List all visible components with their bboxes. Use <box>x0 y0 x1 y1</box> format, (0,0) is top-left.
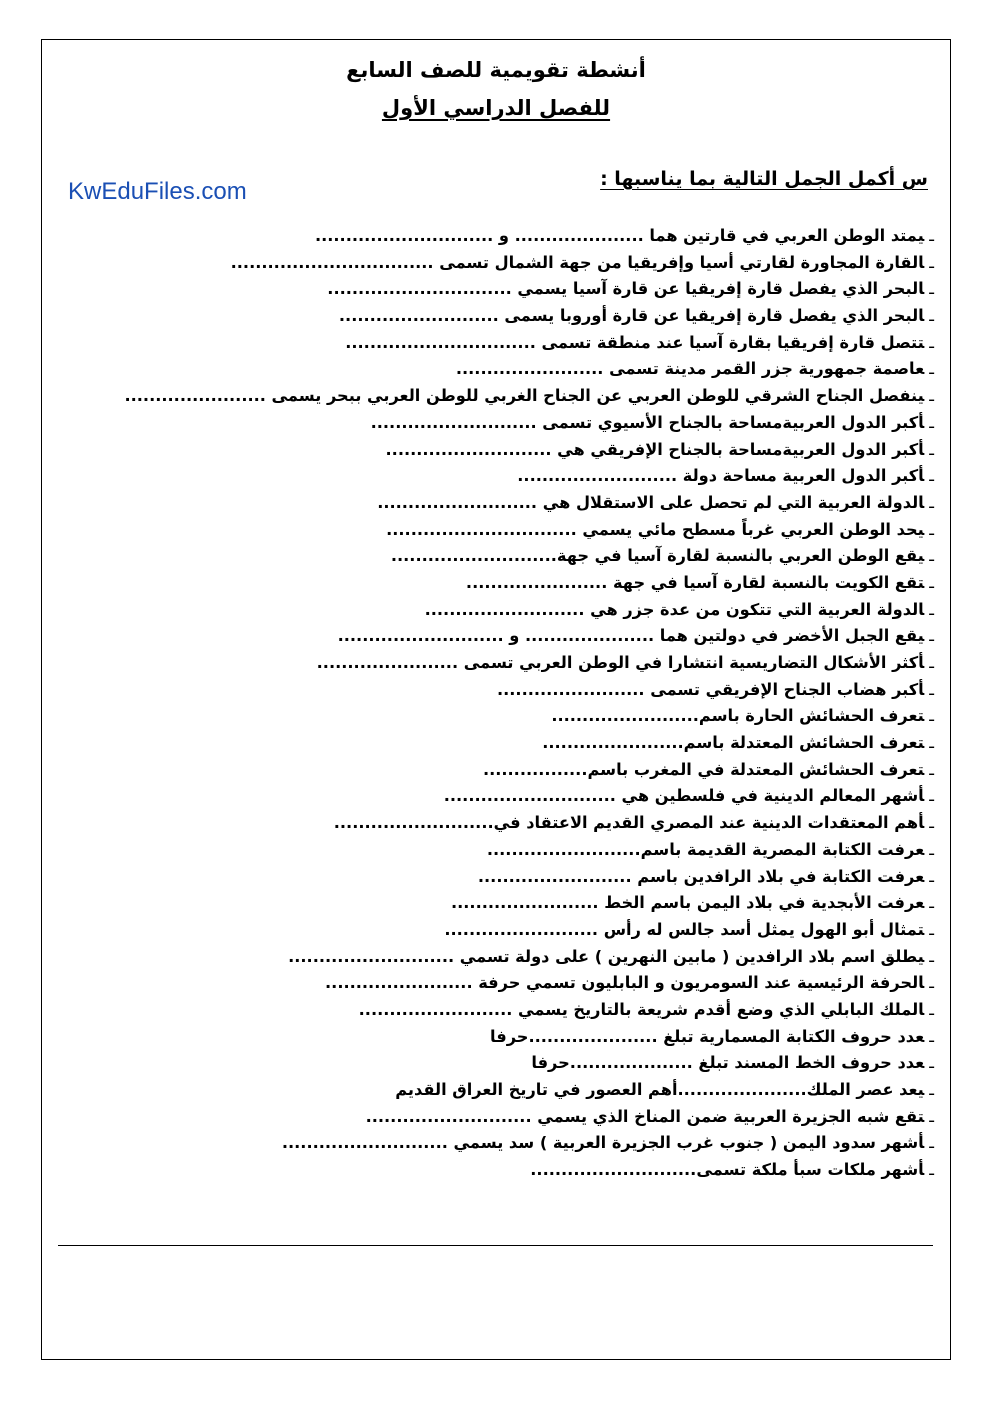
bullet-dash: ـ <box>929 226 934 245</box>
list-item <box>114 597 934 624</box>
list-item <box>114 1104 934 1131</box>
list-item <box>114 223 934 250</box>
list-item <box>114 330 934 357</box>
bullet-dash: ـ <box>929 1106 934 1126</box>
item-text: عاصمة جمهورية جزر القمر مدينة تسمى ........................ <box>455 359 925 379</box>
item-text: يقع الوطن العربي بالنسبة لقارة آسيا في جهة........................... <box>390 546 925 566</box>
question-list <box>114 223 934 1184</box>
list-item <box>114 997 934 1024</box>
item-text: البحر الذي يفصل قارة إفريقيا عن قارة أوروبا يسمى .......................... <box>338 306 925 326</box>
bullet-dash: ـ <box>929 412 934 432</box>
list-item <box>114 837 934 864</box>
page-title: أنشطة تقويمية للصف السابع <box>346 58 646 82</box>
bullet-dash: ـ <box>929 893 934 913</box>
bullet-dash: ـ <box>929 1080 934 1099</box>
item-text: تعرف الحشائش المعتدلة باسم....................... <box>542 733 925 753</box>
bullet-dash: ـ <box>929 546 934 566</box>
bullet-dash: ـ <box>929 919 934 939</box>
bullet-dash: ـ <box>929 359 934 379</box>
bullet-dash: ـ <box>929 386 934 406</box>
bullet-dash: ـ <box>929 706 934 726</box>
item-text: الدولة العربية التي تتكون من عدة جزر هي .......................... <box>424 599 925 619</box>
item-text: يعد عصر الملك.....................أهم العصور في تاريخ العراق القديم <box>395 1080 925 1099</box>
item-text: عرفت الأبجدية في بلاد اليمن باسم الخط ........................ <box>450 893 925 913</box>
bullet-dash: ـ <box>929 439 934 459</box>
item-text: أشهر المعالم الدينية في فلسطين هي ............................ <box>443 786 925 806</box>
item-text: تمثال أبو الهول يمثل أسد جالس له رأس ......................... <box>444 919 925 939</box>
item-text: يقع الجبل الأخضر في دولتين هما ..................... و ........................... <box>337 626 925 646</box>
item-text: تعرف الحشائش الحارة باسم........................ <box>551 706 925 726</box>
item-text: الملك البابلي الذي وضع أقدم شريعة بالتاريخ يسمي ......................... <box>358 999 925 1019</box>
bullet-dash: ـ <box>929 679 934 699</box>
bullet-dash: ـ <box>929 786 934 806</box>
bullet-dash: ـ <box>929 866 934 886</box>
list-item <box>114 623 934 650</box>
list-item <box>114 410 934 437</box>
list-item <box>114 917 934 944</box>
list-item <box>114 864 934 891</box>
list-item <box>114 543 934 570</box>
item-text: عدد حروف الخط المسند تبلغ ....................حرفا <box>531 1053 925 1073</box>
list-item <box>114 810 934 837</box>
list-item <box>114 1050 934 1077</box>
bullet-dash: ـ <box>929 332 934 352</box>
list-item <box>114 703 934 730</box>
item-text: يمتد الوطن العربي في قارتين هما ..................... و ............................. <box>314 226 925 245</box>
item-text: أهم المعتقدات الدينية عند المصري القديم الاعتقاد في.......................... <box>333 813 925 833</box>
bullet-dash: ـ <box>929 813 934 833</box>
bullet-dash: ـ <box>929 519 934 539</box>
bullet-dash: ـ <box>929 466 934 486</box>
item-text: عرفت الكتابة في بلاد الرافدين باسم ......................... <box>477 866 925 886</box>
list-item <box>114 356 934 383</box>
item-text: أكبر الدول العربية مساحة دولة .......................... <box>517 466 925 486</box>
item-text: أشهر سدود اليمن ( جنوب غرب الجزيرة العربية ) سد يسمي ........................... <box>281 1133 925 1153</box>
list-item <box>114 1157 934 1184</box>
bullet-dash: ـ <box>929 1053 934 1073</box>
list-item <box>114 783 934 810</box>
item-text: أشهر ملكات سبأ ملكة تسمى........................... <box>530 1160 925 1180</box>
bullet-dash: ـ <box>929 1133 934 1153</box>
item-text: أكبر هضاب الجناح الإفريقي تسمى ........................ <box>496 679 925 699</box>
bullet-dash: ـ <box>929 572 934 592</box>
list-item <box>114 757 934 784</box>
page-subtitle: للفصل الدراسي الأول <box>381 96 611 120</box>
bullet-dash: ـ <box>929 946 934 966</box>
item-text: ينفصل الجناح الشرقي للوطن العربي عن الجناح الغربي للوطن العربي ببحر يسمى ....................... <box>124 386 925 406</box>
bottom-divider <box>58 1245 933 1246</box>
item-text: عرفت الكتابة المصرية القديمة باسم......................... <box>486 839 925 859</box>
item-text: عدد حروف الكتابة المسمارية تبلغ .....................حرفا <box>490 1026 925 1046</box>
item-text: تتصل قارة إفريقيا بقارة آسيا عند منطقة تسمى ............................... <box>345 332 925 352</box>
bullet-dash: ـ <box>929 1026 934 1046</box>
item-text: أكبر الدول العربيةمساحة بالجناح الإفريقي هي ........................... <box>385 439 925 459</box>
bullet-dash: ـ <box>929 653 934 672</box>
bullet-dash: ـ <box>929 626 934 646</box>
bullet-dash: ـ <box>929 1160 934 1180</box>
item-text: تقع الكويت بالنسبة لقارة آسيا في جهة ....................... <box>465 572 925 592</box>
item-text: أكبر الدول العربيةمساحة بالجناح الأسيوي تسمى ........................... <box>370 412 925 432</box>
item-text: الحرفة الرئيسية عند السومريون و البابليون تسمي حرفة ........................ <box>325 973 925 993</box>
list-item <box>114 437 934 464</box>
list-item <box>114 570 934 597</box>
list-item <box>114 730 934 757</box>
item-text: الدولة العربية التي لم تحصل على الاستقلال هي .......................... <box>377 492 925 512</box>
bullet-dash: ـ <box>929 999 934 1019</box>
list-item <box>114 1024 934 1051</box>
item-text: القارة المجاورة لقارتي أسيا وإفريقيا من جهة الشمال تسمى ................................. <box>230 252 925 272</box>
bullet-dash: ـ <box>929 492 934 512</box>
list-item <box>114 276 934 303</box>
question-heading: س أكمل الجمل التالية بما يناسبها : <box>600 168 928 190</box>
item-text: تقع شبه الجزيرة العربية ضمن المناخ الذي يسمي ........................... <box>365 1106 925 1126</box>
list-item <box>114 383 934 410</box>
list-item <box>114 650 934 677</box>
list-item <box>114 890 934 917</box>
watermark: KwEduFiles.com <box>68 178 247 205</box>
bullet-dash: ـ <box>929 733 934 753</box>
item-text: أكثر الأشكال التضاريسية انتشارا في الوطن العربي تسمى ....................... <box>316 653 925 672</box>
list-item <box>114 250 934 277</box>
list-item <box>114 517 934 544</box>
list-item <box>114 970 934 997</box>
bullet-dash: ـ <box>929 599 934 619</box>
bullet-dash: ـ <box>929 759 934 779</box>
bullet-dash: ـ <box>929 973 934 993</box>
list-item <box>114 463 934 490</box>
bullet-dash: ـ <box>929 279 934 299</box>
bullet-dash: ـ <box>929 839 934 859</box>
item-text: البحر الذي يفصل قارة إفريقيا عن قارة آسيا يسمي .............................. <box>327 279 925 299</box>
item-text: يحد الوطن العربي غرباً مسطح مائي يسمي ............................... <box>386 519 925 539</box>
bullet-dash: ـ <box>929 252 934 272</box>
item-text: تعرف الحشائش المعتدلة في المغرب باسم................. <box>482 759 925 779</box>
list-item <box>114 944 934 971</box>
bullet-dash: ـ <box>929 306 934 326</box>
list-item <box>114 1077 934 1104</box>
list-item <box>114 303 934 330</box>
list-item <box>114 490 934 517</box>
list-item <box>114 1130 934 1157</box>
list-item <box>114 677 934 704</box>
item-text: يطلق اسم بلاد الرافدين ( مابين النهرين ) على دولة تسمي ........................... <box>288 946 925 966</box>
